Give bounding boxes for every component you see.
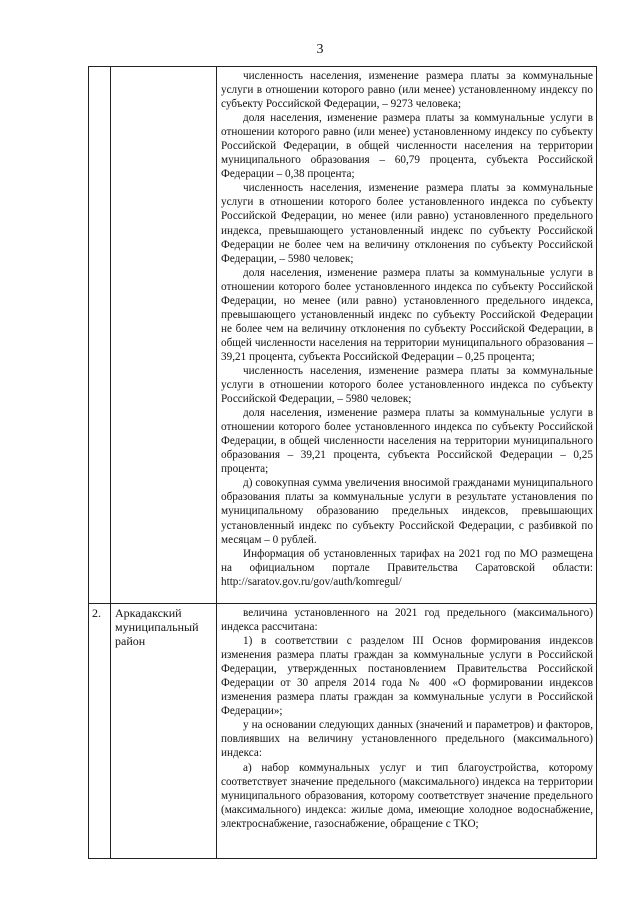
content-cell: [217, 67, 597, 604]
page-number: 3: [316, 42, 324, 57]
paragraph: численность населения, изменение размера платы за коммунальные услуги в отношении которого более установленного индекса по субъекту Российской Федерации, но менее (или равно) установленного предельного индекса, превышающего установленный индекс по субъекту Российской Федерации не более чем на величину отклонения по субъекту Российской Федерации, – 5980 человек;: [221, 182, 593, 265]
row-number-cell: [89, 67, 111, 604]
paragraph: доля населения, изменение размера платы за коммунальные услуги в отношении которого более установленного индекса по субъекту Российской Федерации, в общей численности населения на территории муниципального образования – 39,21 процента, субъекта Российской Федерации – 0,25 процента;: [221, 407, 593, 476]
row-number-cell: 2.: [89, 604, 111, 859]
region-cell: [111, 67, 217, 604]
paragraph: д) совокупная сумма увеличения вносимой гражданами муниципального образования платы за коммунальные услуги в результате установления по муниципальному образованию предельных индексов, превышающих установленный индекс по субъекту Российской Федерации, с разбивкой по месяцам – 0 рублей.: [221, 477, 593, 546]
paragraph: 1) в соответствии с разделом III Основ формирования индексов изменения размера платы граждан за коммунальные услуги в Российской Федерации, утвержденных постановлением Правительства Российской Федерации от 30 апреля 2014 года № 400 «О формировании индексов изменения размера платы граждан за коммунальные услуги в Российской Федерации»;: [221, 635, 593, 718]
table-row: [89, 604, 597, 859]
content-cell: [217, 604, 597, 859]
table-row: [89, 67, 597, 604]
paragraph: а) набор коммунальных услуг и тип благоустройства, которому соответствует значение предельного (максимального) индекса на территории муниципального образования, которому соответствует значение предельного (максимального) индекса: жилые дома, имеющие холодное водоснабжение, электроснабжение, газоснабжение, обращение с ТКО;: [221, 761, 593, 830]
paragraph: численность населения, изменение размера платы за коммунальные услуги в отношении которого равно (или менее) установленному индексу по субъекту Российской Федерации, – 9273 человека;: [221, 70, 593, 111]
region-cell: Аркадакский муниципальный район: [111, 604, 217, 859]
document-table: [88, 66, 597, 859]
paragraph: у на основании следующих данных (значений и параметров) и факторов, повлиявших на величину установленного предельного (максимального) индекса:: [221, 719, 593, 760]
paragraph: численность населения, изменение размера платы за коммунальные услуги в отношении которого более установленного индекса по субъекту Российской Федерации, – 5980 человек;: [221, 364, 593, 406]
paragraph: доля населения, изменение размера платы за коммунальные услуги в отношении которого более установленного индекса по субъекту Российской Федерации, но менее (или равно) установленного предельного индекса, превышающего установленный индекс по субъекту Российской Федерации не более чем на величину отклонения по субъекту Российской Федерации, в общей численности населения на территории муниципального образования – 39,21 процента, субъекта Российской Федерации – 0,25 процента;: [221, 266, 593, 363]
paragraph: доля населения, изменение размера платы за коммунальные услуги в отношении которого равно (или менее) установленному индексу по субъекту Российской Федерации, в общей численности населения на территории муниципального образования – 60,79 процента, субъекта Российской Федерации – 0,38 процента;: [221, 112, 593, 181]
paragraph: величина установленного на 2021 год предельного (максимального) индекса рассчитана:: [221, 607, 593, 634]
paragraph: Информация об установленных тарифах на 2021 год по МО размещена на официальном портале Правительства Саратовской области: http://saratov.gov.ru/gov/auth/komregul/: [221, 547, 593, 588]
